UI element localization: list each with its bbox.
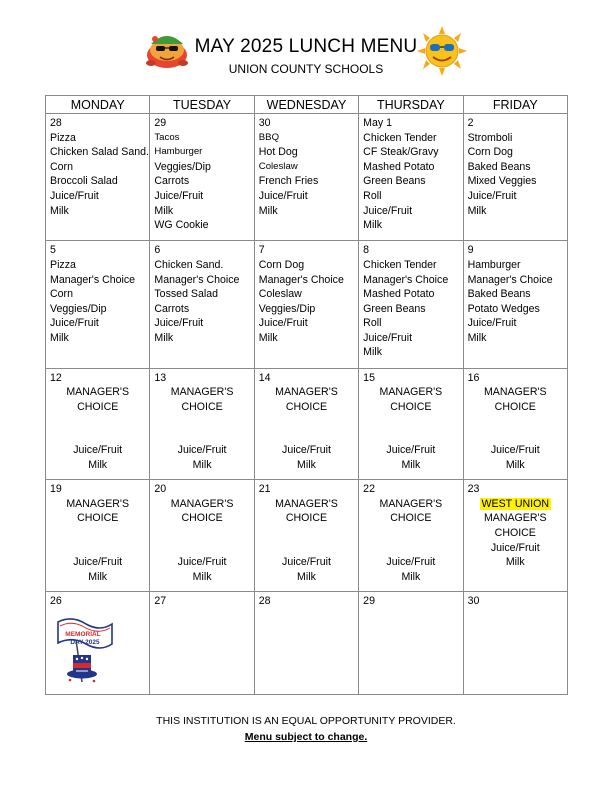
managers-choice-label: MANAGER'S: [66, 386, 130, 399]
menu-item: Juice/Fruit: [282, 444, 331, 457]
date-number: 13: [154, 371, 167, 384]
date-number: 14: [258, 371, 271, 384]
menu-item: Tacos: [154, 131, 180, 143]
managers-choice-label: MANAGER'S: [379, 386, 443, 399]
menu-item: Juice/Fruit: [50, 189, 99, 202]
managers-choice-label: MANAGER'S: [483, 386, 547, 399]
equal-opportunity-notice: THIS INSTITUTION IS AN EQUAL OPPORTUNITY PROVIDER.: [156, 715, 456, 727]
menu-item: Juice/Fruit: [363, 204, 413, 217]
menu-item: Roll: [363, 317, 382, 330]
week-row: [46, 368, 568, 480]
date-number: 21: [258, 483, 271, 496]
day-cell: [150, 480, 254, 592]
menu-item: Veggies/Dip: [154, 160, 211, 173]
menu-item: WG Cookie: [154, 219, 209, 232]
menu-item: Veggies/Dip: [50, 302, 107, 315]
date-number: 26: [50, 594, 62, 607]
menu-item: Milk: [297, 570, 316, 583]
menu-item: Milk: [258, 331, 278, 344]
day-cell: [46, 241, 150, 368]
managers-choice-label: CHOICE: [181, 400, 223, 413]
menu-item: Chicken Tender: [363, 258, 437, 271]
day-cell: [359, 368, 463, 480]
badge-line-2: DAY 2025: [70, 639, 100, 647]
menu-item: CF Steak/Gravy: [363, 146, 439, 159]
day-cell: [46, 480, 150, 592]
day-cell: [46, 591, 150, 694]
managers-choice-label: CHOICE: [77, 400, 119, 413]
day-cell: [463, 241, 567, 368]
menu-item: Pizza: [50, 131, 76, 144]
menu-item: Manager's Choice: [258, 273, 344, 286]
menu-item: Hamburger: [467, 258, 521, 271]
day-cell: [463, 368, 567, 480]
menu-item: Juice/Fruit: [282, 556, 331, 568]
menu-item: Milk: [467, 331, 487, 344]
date-number: 29: [154, 117, 167, 129]
date-number: 20: [154, 483, 167, 496]
managers-choice-label: CHOICE: [494, 400, 536, 413]
menu-item: Manager's Choice: [363, 273, 449, 286]
menu-item: Juice/Fruit: [73, 556, 123, 568]
menu-item: Milk: [258, 204, 278, 217]
date-number: 8: [363, 244, 370, 257]
menu-item: Milk: [467, 204, 487, 217]
managers-choice-label: CHOICE: [285, 400, 328, 413]
menu-item: Juice/Fruit: [73, 444, 123, 457]
menu-item: Milk: [88, 570, 108, 583]
date-number: May 1: [363, 117, 393, 129]
menu-item: Milk: [401, 459, 421, 471]
menu-item: Milk: [192, 570, 212, 583]
day-cell: [254, 241, 358, 368]
menu-item: Broccoli Salad: [50, 175, 118, 188]
week-row: [46, 480, 568, 592]
menu-item: Juice/Fruit: [177, 556, 227, 568]
menu-item: Milk: [154, 331, 174, 344]
menu-item: Juice/Fruit: [154, 189, 204, 202]
menu-item: Veggies/Dip: [258, 302, 316, 315]
menu-item: Juice/Fruit: [490, 541, 540, 554]
day-cell: [254, 480, 358, 592]
menu-item: Carrots: [154, 175, 190, 188]
menu-item: Milk: [363, 219, 383, 232]
managers-choice-label: MANAGER'S: [66, 497, 130, 510]
menu-item: Juice/Fruit: [363, 331, 413, 344]
menu-item: Baked Beans: [467, 288, 531, 301]
west-union-label: [468, 497, 563, 512]
menu-item: Juice/Fruit: [154, 317, 204, 330]
menu-item: Milk: [154, 204, 174, 217]
date-number: 30: [467, 594, 480, 607]
menu-item: Hamburger: [154, 146, 203, 158]
menu-item: Juice/Fruit: [386, 556, 436, 568]
day-cell: [359, 591, 463, 694]
menu-item: Milk: [50, 331, 69, 344]
menu-item: Milk: [363, 346, 383, 359]
date-number: 28: [50, 117, 62, 129]
menu-item: Chicken Sand.: [154, 258, 224, 271]
menu-item: Tossed Salad: [154, 288, 218, 301]
date-number: 12: [50, 371, 62, 384]
managers-choice-label: MANAGER'S: [275, 497, 338, 510]
date-number: 2: [467, 117, 474, 129]
menu-item: Green Beans: [363, 175, 426, 188]
week-row: [46, 114, 568, 241]
date-number: 5: [50, 244, 56, 257]
menu-item: BBQ: [258, 131, 280, 143]
menu-item: Milk: [88, 459, 108, 471]
managers-choice-label: MANAGER'S: [483, 512, 547, 525]
menu-item: French Fries: [258, 175, 319, 188]
date-number: 22: [363, 483, 375, 496]
menu-item: Manager's Choice: [50, 273, 136, 286]
date-number: 15: [363, 371, 375, 384]
page-title: MAY 2025 LUNCH MENU: [194, 36, 418, 57]
weekday-header: WEDNESDAY: [254, 96, 358, 114]
menu-change-notice: Menu subject to change.: [244, 731, 368, 743]
weekday-header: THURSDAY: [359, 96, 463, 114]
menu-item: Milk: [401, 570, 421, 583]
menu-item: Corn: [50, 160, 73, 173]
menu-item: Mashed Potato: [363, 160, 435, 173]
managers-choice-label: CHOICE: [390, 400, 432, 413]
date-number: 30: [258, 117, 271, 129]
day-cell: [150, 114, 254, 241]
menu-item: Mashed Potato: [363, 288, 435, 301]
page-header: [0, 0, 612, 90]
menu-item: Milk: [505, 556, 525, 569]
menu-item: Milk: [297, 459, 316, 471]
day-cell: [463, 114, 567, 241]
menu-item: Juice/Fruit: [258, 189, 308, 202]
date-number: 23: [467, 483, 480, 496]
day-cell: [150, 241, 254, 368]
managers-choice-label: CHOICE: [390, 512, 432, 525]
menu-item: Corn: [50, 288, 73, 301]
date-number: 6: [154, 244, 161, 257]
menu-item: Chicken Salad Sand.: [50, 146, 149, 159]
menu-item: Roll: [363, 189, 382, 202]
week-row: [46, 241, 568, 368]
badge-line-1: MEMORIAL: [65, 631, 101, 639]
menu-item: Chicken Tender: [363, 131, 437, 144]
managers-choice-label: CHOICE: [77, 512, 119, 525]
managers-choice-label: CHOICE: [494, 527, 536, 539]
managers-choice-label: CHOICE: [285, 512, 328, 525]
menu-item: Manager's Choice: [467, 273, 553, 286]
week-row: [46, 591, 568, 694]
day-cell: [150, 591, 254, 694]
day-cell: [359, 241, 463, 368]
menu-item: Carrots: [154, 302, 190, 315]
managers-choice-label: CHOICE: [181, 512, 223, 525]
weekday-header: TUESDAY: [150, 96, 254, 114]
menu-item: Milk: [192, 459, 212, 471]
menu-item: Hot Dog: [258, 146, 298, 159]
date-number: 27: [154, 594, 167, 607]
date-number: 16: [467, 371, 480, 384]
menu-item: Milk: [505, 459, 525, 471]
menu-item: Juice/Fruit: [490, 444, 540, 457]
page-subtitle: UNION COUNTY SCHOOLS: [228, 62, 384, 76]
weekday-header-row: [46, 96, 568, 114]
menu-item: Juice/Fruit: [177, 444, 227, 457]
menu-item: Pizza: [50, 258, 76, 271]
menu-item: Corn Dog: [467, 146, 513, 159]
date-number: 28: [258, 594, 271, 607]
lunch-calendar-table: [45, 95, 568, 695]
menu-item: Juice/Fruit: [50, 317, 99, 330]
menu-item: Stromboli: [467, 131, 513, 144]
date-number: 9: [467, 244, 474, 257]
day-cell: [254, 114, 358, 241]
managers-choice-label: MANAGER'S: [379, 497, 443, 510]
day-cell: [463, 591, 567, 694]
managers-choice-label: MANAGER'S: [170, 386, 234, 399]
menu-item: Green Beans: [363, 302, 426, 315]
menu-item: Corn Dog: [258, 258, 305, 271]
menu-item: Juice/Fruit: [467, 189, 517, 202]
date-number: 29: [363, 594, 375, 607]
date-number: 7: [258, 244, 265, 257]
day-cell: [359, 114, 463, 241]
menu-item: Coleslaw: [258, 160, 298, 172]
menu-item: Manager's Choice: [154, 273, 240, 286]
memorial-day-flag-icon: [54, 616, 116, 686]
managers-choice-label: MANAGER'S: [275, 386, 338, 399]
day-cell: [359, 480, 463, 592]
date-number: 19: [50, 483, 62, 496]
menu-item: Juice/Fruit: [467, 317, 517, 330]
day-cell: [150, 368, 254, 480]
managers-choice-label: MANAGER'S: [170, 497, 234, 510]
highlighted-text: WEST UNION: [481, 497, 550, 510]
day-cell: [46, 114, 150, 241]
menu-item: Juice/Fruit: [386, 444, 436, 457]
day-cell: [254, 368, 358, 480]
menu-item: Mixed Veggies: [467, 175, 537, 188]
day-cell: [46, 368, 150, 480]
menu-item: Milk: [50, 204, 69, 217]
weekday-header: FRIDAY: [463, 96, 567, 114]
day-cell: [254, 591, 358, 694]
weekday-header: MONDAY: [46, 96, 150, 114]
menu-item: Coleslaw: [258, 288, 302, 301]
sun-sunglasses-clipart-icon: [414, 26, 470, 76]
menu-item: Juice/Fruit: [258, 317, 308, 330]
menu-item: Potato Wedges: [467, 302, 540, 315]
day-cell: [463, 480, 567, 592]
menu-item: Baked Beans: [467, 160, 531, 173]
